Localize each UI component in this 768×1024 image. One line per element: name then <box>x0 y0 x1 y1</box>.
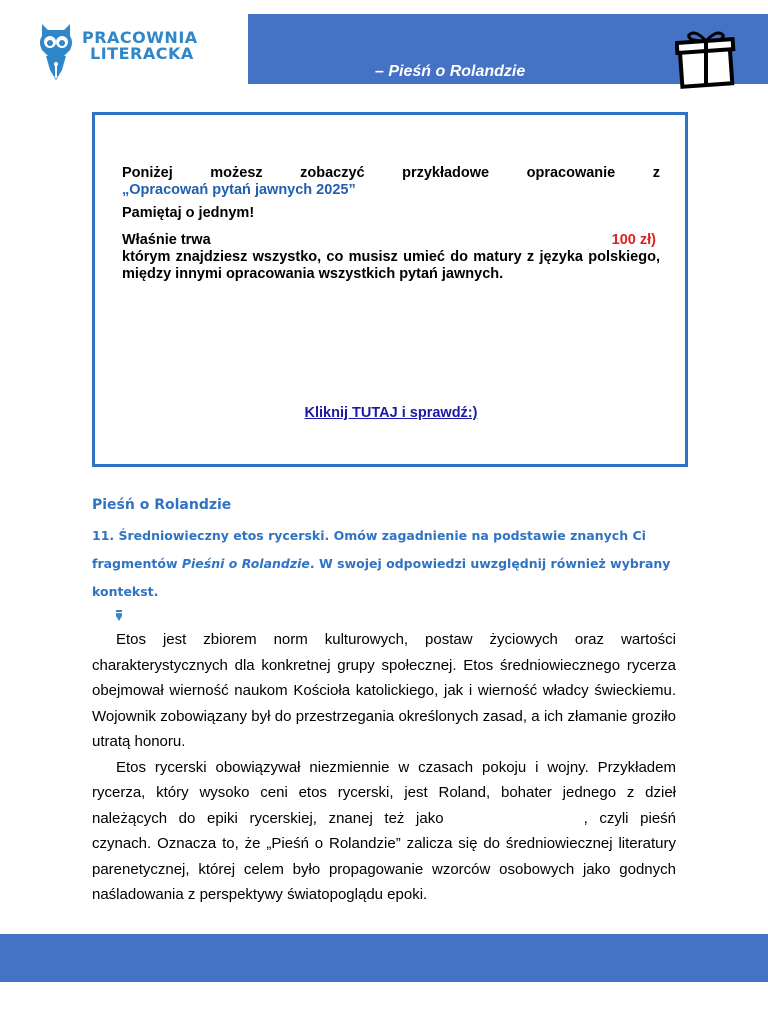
logo-text <box>82 30 198 62</box>
logo-line-2: LITERACKA <box>90 44 194 63</box>
promo-sale-line <box>122 232 660 249</box>
question-italic: Pieśni o Rolandzie <box>181 556 310 571</box>
pen-icon <box>115 610 123 622</box>
question-suffix: . W swojej odpowiedzi uwzględnij również wybrany kontekst. <box>92 556 671 599</box>
paragraph-2 <box>92 755 676 908</box>
cta-link[interactable]: Kliknij TUTAJ i sprawdź:) <box>304 405 478 421</box>
question-text <box>92 522 692 606</box>
promo-line-1: Poniżej możesz zobaczyć przykładowe opracowanie z <box>122 165 660 181</box>
paragraph-2-a: Etos rycerski obowiązywał niezmiennie w czasach pokoju i wojny. Przykładem rycerza, który wysoko ceni etos rycerski, jest Roland, bohater jednego z dzieł należących do epiki rycerskiej, znanej też jako <box>92 758 676 827</box>
essay-body <box>92 627 676 908</box>
promo-box <box>92 112 688 467</box>
brand-logo <box>36 22 226 86</box>
section-title: Pieśń o Rolandzie <box>92 497 232 513</box>
logo-line-1: PRACOWNIA <box>82 28 198 47</box>
promo-price: 100 zł) <box>611 232 656 248</box>
paragraph-2-c: czynach. Oznacza to, że „Pieśń o Rolandzie” zalicza się do średniowiecznej literatury parenetycznej, której celem było propagowanie wzorców osobowych jako godnych naśladowania z perspektywy światopoglądu epoki. <box>92 835 676 903</box>
promo-product-link[interactable]: „Opracowań pytań jawnych 2025” <box>122 182 356 198</box>
question-prefix: 11. Średniowieczny etos rycerski. Omów zagadnienie na podstawie znanych Ci fragmentów <box>92 528 646 571</box>
paragraph-2-b: , czyli pieśń <box>583 809 676 827</box>
owl-pen-icon <box>36 22 76 84</box>
promo-content <box>122 165 660 421</box>
page-title: – Pieśń o Rolandzie <box>375 63 526 80</box>
promo-description: którym znajdziesz wszystko, co musisz umieć do matury z języka polskiego, między innymi opracowania wszystkich pytań jawnych. <box>122 249 660 282</box>
promo-reminder: Pamiętaj o jednym! <box>122 205 255 221</box>
gift-icon <box>675 29 737 89</box>
promo-sale-start: Właśnie trwa <box>122 232 211 248</box>
paragraph-1: Etos jest zbiorem norm kulturowych, postaw życiowych oraz wartości charakterystycznych dla konkretnej grupy społecznej. Etos średniowiecznego rycerza obejmował wierność naukom Kościoła katolickiego, jak i wierność władcy świeckiemu. Wojownik zobowiązany był do przestrzegania określonych zasad, a ich złamanie groziło utratą honoru. <box>92 631 676 750</box>
footer-bar <box>0 934 768 982</box>
